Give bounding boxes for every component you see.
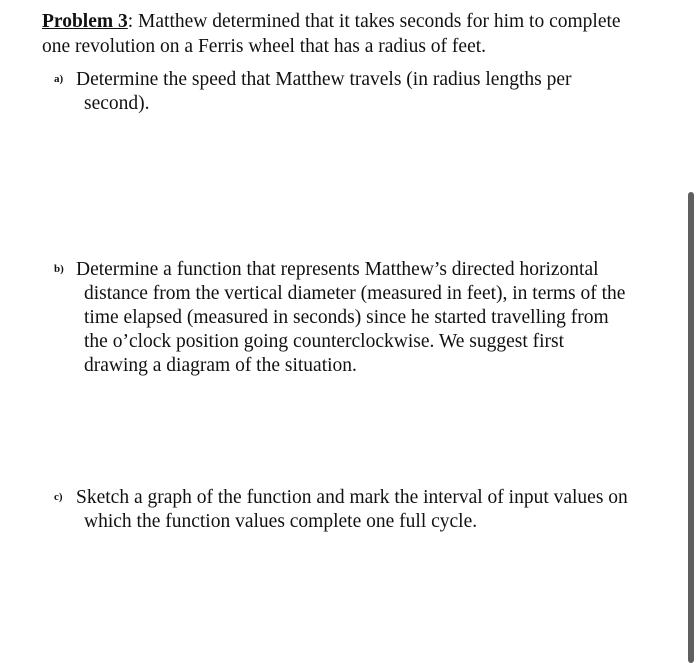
- part-a: [54, 68, 572, 116]
- part-b-line: Determine a function that represents Matthew’s directed horizontal: [76, 259, 599, 280]
- part-b-line: drawing a diagram of the situation.: [84, 355, 357, 376]
- intro-line-2: one revolution on a Ferris wheel that has a radius of feet.: [42, 36, 487, 57]
- part-c-line: Sketch a graph of the function and mark the interval of input values on: [76, 487, 628, 508]
- part-a-text: [76, 68, 571, 116]
- part-c-marker: c): [54, 491, 63, 503]
- part-b-line: distance from the vertical diameter (measured in feet), in terms of the: [84, 283, 626, 304]
- vertical-scrollbar[interactable]: [688, 192, 694, 663]
- part-a-line: Determine the speed that Matthew travels (in radius lengths per: [76, 69, 572, 90]
- part-a-line: second).: [84, 93, 150, 114]
- part-c: [54, 486, 628, 534]
- part-b-text: [76, 258, 625, 378]
- part-a-marker: a): [54, 73, 64, 85]
- part-b-line: the o’clock position going counterclockwise. We suggest first: [84, 331, 565, 352]
- part-b-marker: b): [54, 263, 64, 275]
- part-c-text: [76, 486, 628, 534]
- part-b: [54, 258, 626, 378]
- part-b-line: time elapsed (measured in seconds) since he started travelling from: [84, 307, 609, 328]
- part-c-line: which the function values complete one full cycle.: [84, 511, 478, 532]
- problem-label: Problem 3: [42, 11, 128, 32]
- intro-line-1: [42, 9, 682, 34]
- problem-intro: [42, 9, 682, 59]
- intro-line-1-text: : Matthew determined that it takes seconds for him to complete: [127, 11, 621, 32]
